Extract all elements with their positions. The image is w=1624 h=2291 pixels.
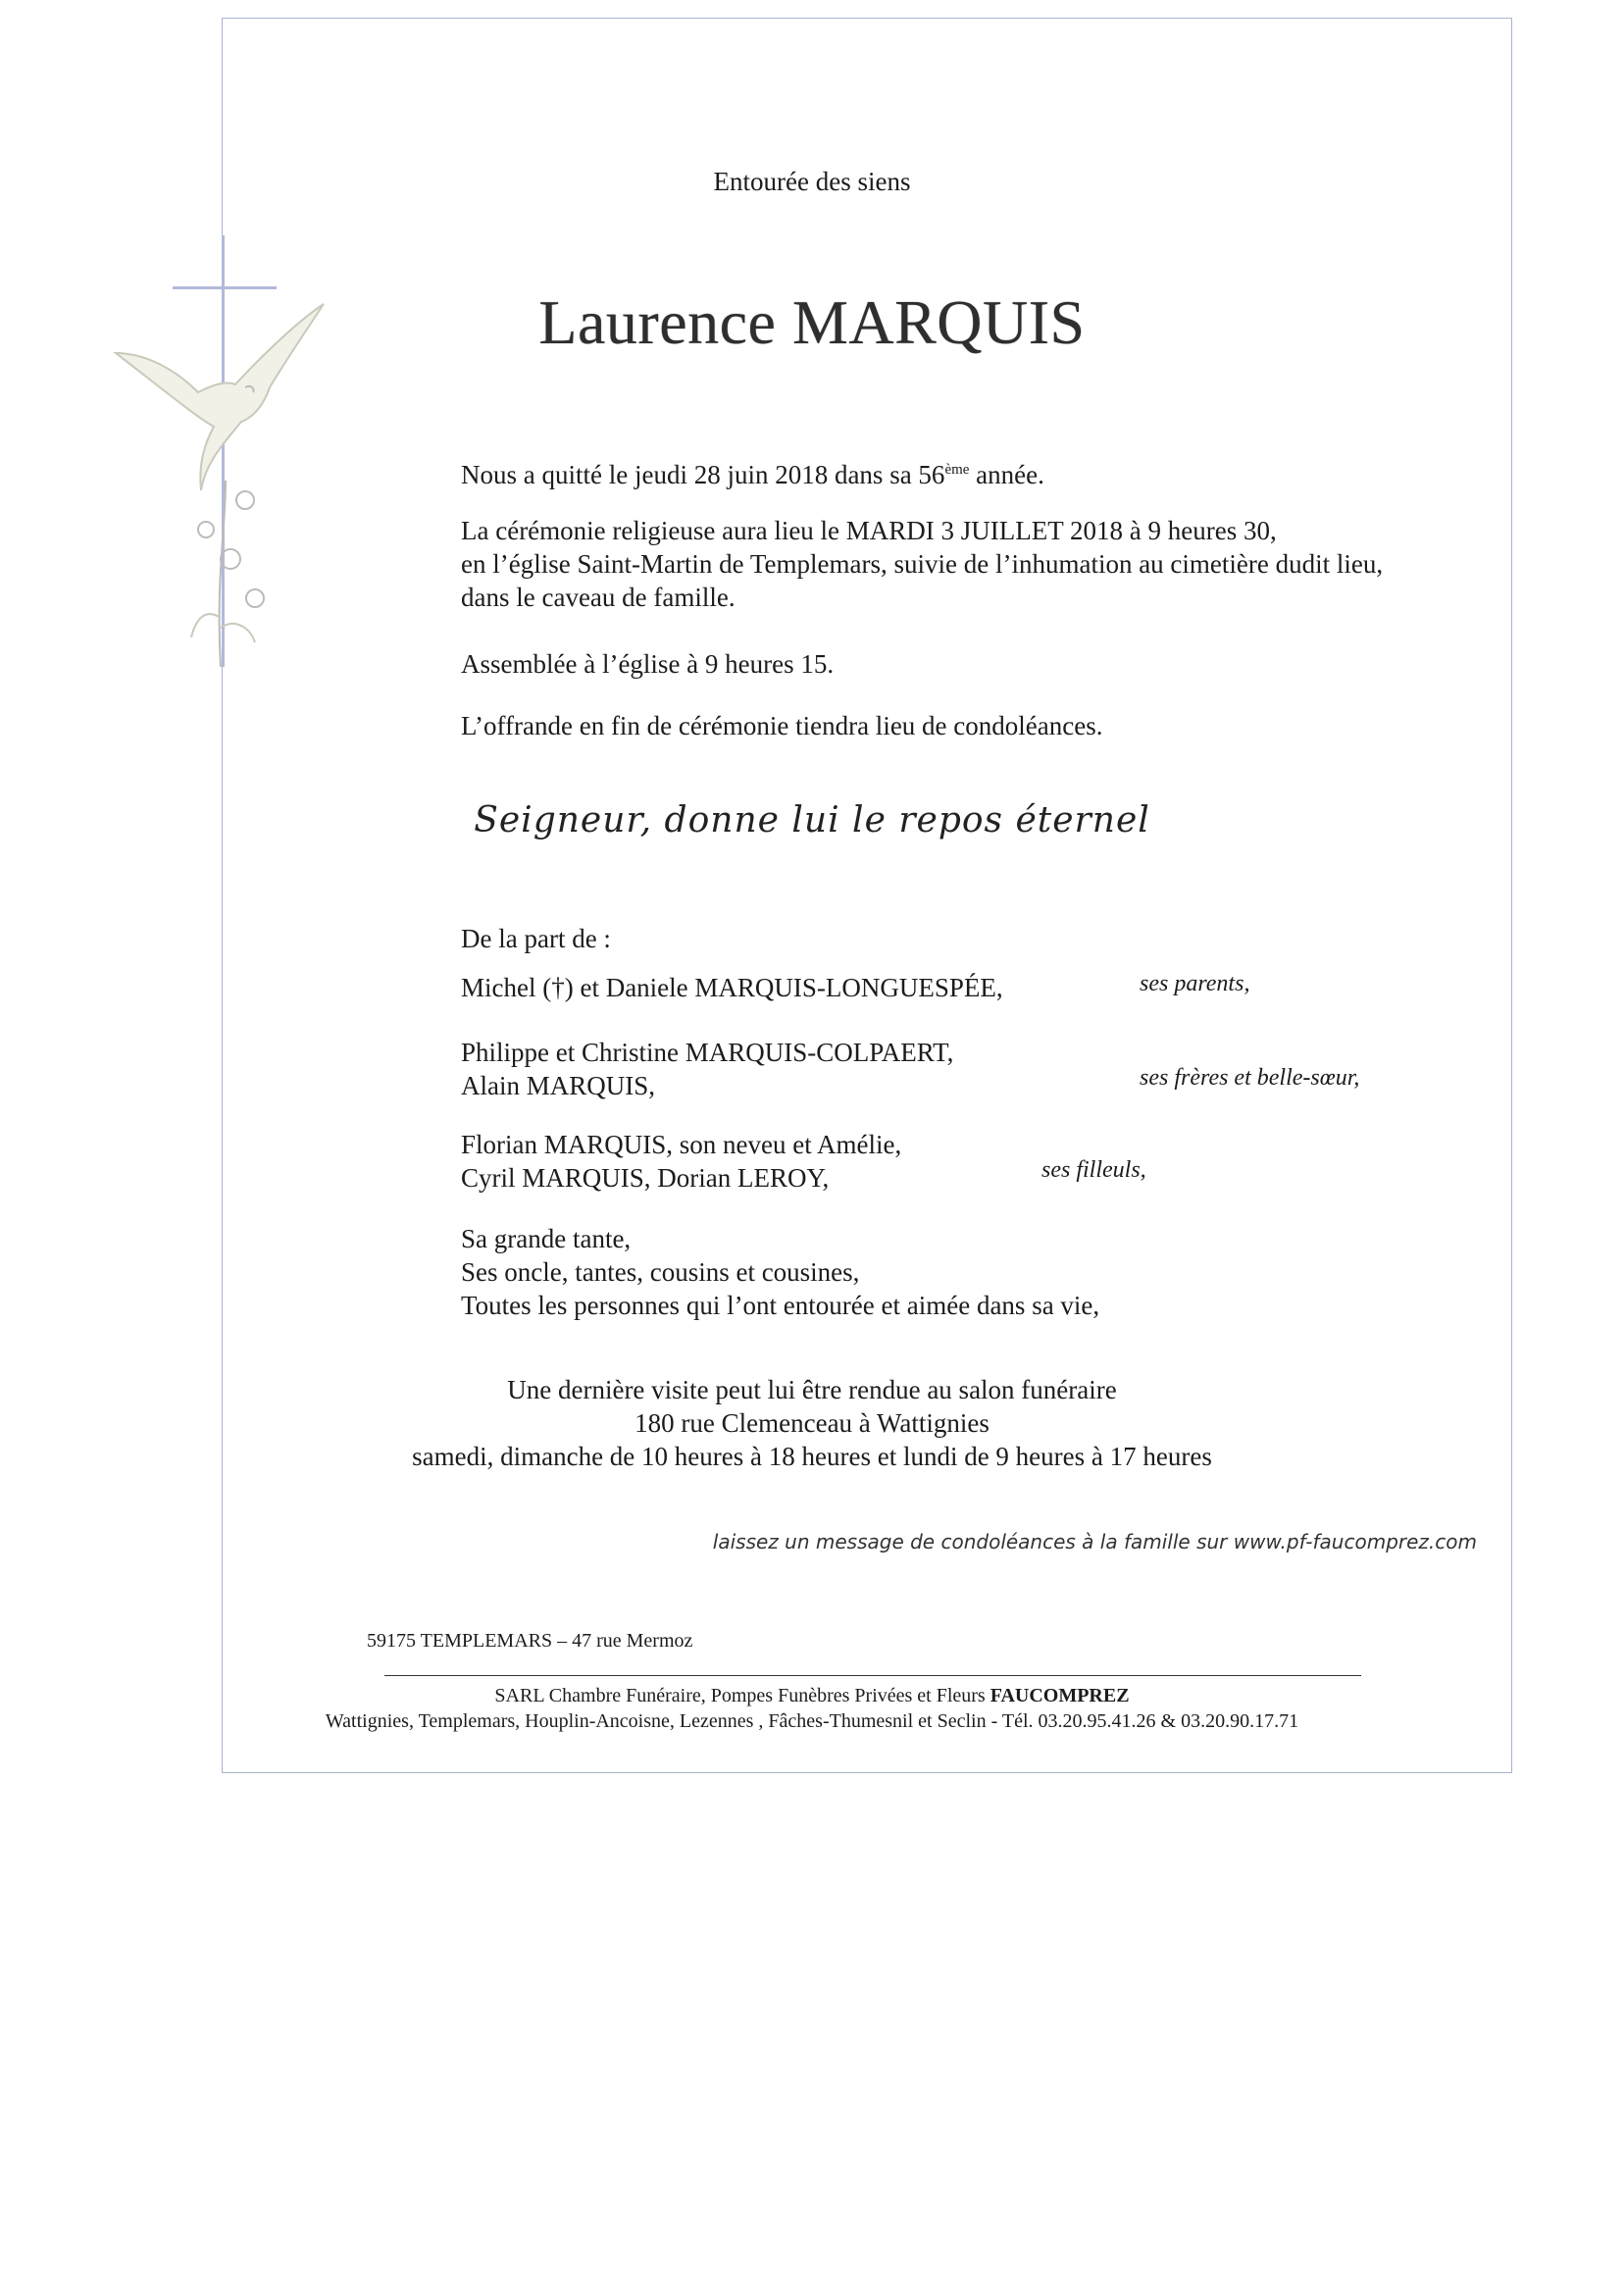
deceased-name: Laurence MARQUIS [538,287,1086,357]
family-group-extended [461,1222,1099,1322]
family-line: Philippe et Christine MARQUIS-COLPAERT, [461,1038,954,1067]
ceremony-block [461,514,1383,614]
family-line: Florian MARQUIS, son neveu et Amélie, [461,1130,902,1159]
relation-siblings: ses frères et belle-sœur, [1140,1065,1360,1091]
ceremony-line: dans le caveau de famille. [461,583,736,612]
family-line: Alain MARQUIS, [461,1071,656,1100]
company-name: FAUCOMPREZ [990,1685,1130,1706]
ceremony-line: en l’église Saint-Martin de Templemars, suivie de l’inhumation au cimetière dudit lieu, [461,549,1384,579]
family-line: Sa grande tante, [461,1224,632,1253]
intro-text: Entourée des siens [713,167,911,196]
notice-frame [222,18,1512,1773]
company-prefix: SARL Chambre Funéraire, Pompes Funèbres Privées et Fleurs [494,1685,990,1706]
offering-text: L’offrande en fin de cérémonie tiendra lieu de condoléances. [461,711,1103,740]
death-text: Nous a quitté le jeudi 28 juin 2018 dans sa 56 [461,460,945,489]
assembly-text: Assemblée à l’église à 9 heures 15. [461,649,835,679]
death-announcement [461,453,1044,491]
locations-line: Wattignies, Templemars, Houplin-Ancoisne, Lezennes , Fâches-Thumesnil et Seclin - Tél. 03.20.95.41.26 & 03.20.90.17.71 [325,1710,1299,1732]
from-label: De la part de : [461,924,611,953]
ceremony-line: La cérémonie religieuse aura lieu le MARDI 3 JUILLET 2018 à 9 heures 30, [461,516,1277,545]
visit-line: Une dernière visite peut lui être rendue au salon funéraire [507,1375,1117,1404]
relation-godchildren: ses filleuls, [1041,1157,1146,1183]
visit-line: 180 rue Clemenceau à Wattignies [634,1408,990,1438]
family-group-siblings [461,1036,953,1102]
visit-line: samedi, dimanche de 10 heures à 18 heures et lundi de 9 heures à 17 heures [412,1442,1212,1471]
family-line: Toutes les personnes qui l’ont entourée et aimée dans sa vie, [461,1291,1100,1320]
family-line: Cyril MARQUIS, Dorian LEROY, [461,1163,830,1193]
footer-rule [384,1675,1361,1676]
family-line: Ses oncle, tantes, cousins et cousines, [461,1257,860,1287]
death-after: année. [969,460,1044,489]
website-note: laissez un message de condoléances à la famille sur www.pf-faucomprez.com [712,1530,1477,1553]
visit-block [0,1373,1624,1473]
family-group-parents [461,971,1003,1004]
family-line: Michel (†) et Daniele MARQUIS-LONGUESPÉE, [461,973,1003,1002]
address-text: 59175 TEMPLEMARS – 47 rue Mermoz [367,1630,693,1652]
prayer-text: Seigneur, donne lui le repos éternel [474,800,1150,840]
death-sup: ème [944,462,970,478]
family-group-godchildren [461,1128,901,1195]
relation-parents: ses parents, [1140,971,1250,996]
flower-icon [177,471,294,677]
company-line [0,1685,1624,1707]
